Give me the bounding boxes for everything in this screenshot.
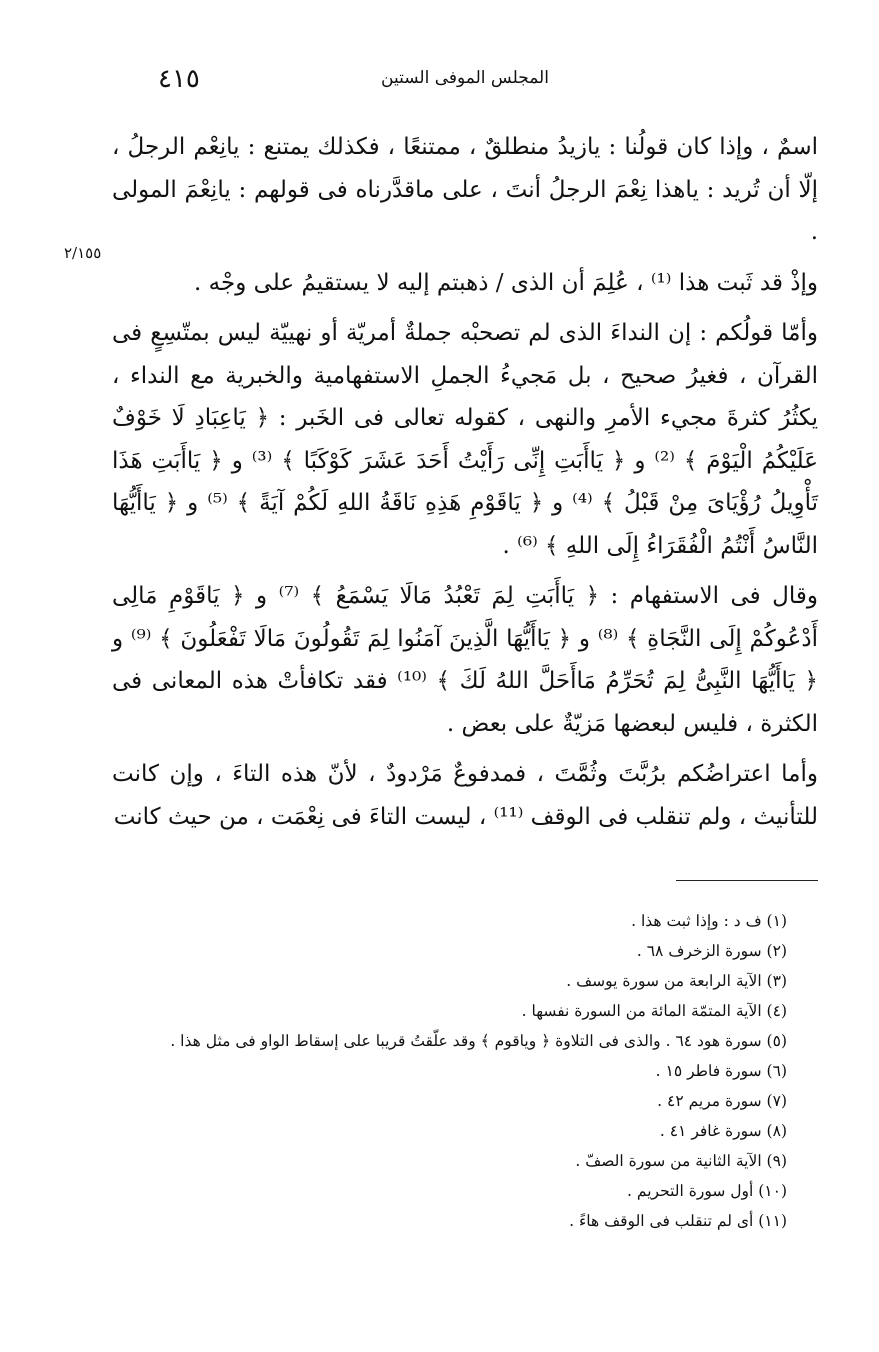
paragraph: وقال فى الاستفهام : ﴿ يَاأَبَتِ لِمَ تَعْبُدُ مَالَا يَسْمَعُ ﴾ ⁽⁷⁾ و ﴿ يَاقَوْمِ مَالِى أَدْعُوكُمْ إِلَى النَّجَاةِ ﴾ ⁽⁸⁾ و ﴿ يَاأَيُّهَا الَّذِينَ آمَنُوا لِمَ تَقُولُونَ مَالَا تَفْعَلُونَ ﴾ ⁽⁹⁾ و ﴿ يَاأَيُّهَا النَّبِىُّ لِمَ تُحَرِّمُ مَاأَحَلَّ اللهُ لَكَ ﴾ ⁽¹⁰⁾ فقد تكافأتْ هذه المعانى فى الكثرة ، فليس لبعضها مَزيّةٌ على بعض . [112,583,818,737]
footnote: (٣) الآية الرابعة من سورة يوسف . [566,972,787,990]
footnote: (٨) سورة غافر ٤١ . [659,1122,787,1140]
footnote: (٦) سورة فاطر ١٥ . [655,1062,787,1080]
page-number: ٤١٥ [158,64,200,94]
footnote: (١١) أى لم تنقلب فى الوقف هاءً . [569,1212,787,1230]
footnote: (١٠) أول سورة التحريم . [627,1182,787,1200]
footnote: (٤) الآية المتمّة المائة من السورة نفسها . [521,1002,787,1020]
page-header [112,58,818,98]
footnote: (٥) سورة هود ٦٤ . والذى فى التلاوة ﴿ وياقوم ﴾ وقد علّقتُ قريبا على إسقاط الواو فى مثل هذا . [170,1032,787,1050]
paragraph: اسمٌ ، وإذا كان قولُنا : يازيدُ منطلقٌ ، ممتنعًا ، فكذلك يمتنع : يانِعْم الرجلُ ، إلّا أن تُريد : ياهذا نِعْمَ الرجلُ أنتَ ، على ماقدَّرناه فى قولهم : يانِعْمَ المولى . [112,134,818,245]
running-title: المجلس الموفى الستين [381,68,549,88]
footnote: (٧) سورة مريم ٤٢ . [657,1092,787,1110]
main-text [112,126,818,846]
footnotes [112,906,787,1236]
footnote: (١) ف د : وإذا ثبت هذا . [631,912,787,930]
paragraph: وإذْ قد ثَبت هذا ⁽¹⁾ ، عُلِمَ أن الذى / ذهبتم إليه لا يستقيمُ على وجْه . [194,269,818,296]
footnote: (٢) سورة الزخرف ٦٨ . [636,942,787,960]
paragraph: وأما اعتراضُكم برُبَّتَ وثُمَّتَ ، فمدفوعٌ مَرْدودٌ ، لأنّ هذه التاءَ ، وإن كانت للتأنيث ، ولم تنقلب فى الوقف ⁽¹¹⁾ ، ليست التاءَ فى نِعْمَت ، من حيث كانت [112,761,818,830]
footnote: (٩) الآية الثانية من سورة الصفّ . [575,1152,787,1170]
footnote-divider [676,880,818,881]
paragraph: وأمّا قولُكم : إن النداءَ الذى لم تصحبْه جملةٌ أمريّة أو نهييّة ليس بمتّسِعٍ فى القرآن ، فغيرُ صحيح ، بل مَجيءُ الجملِ الاستفهامية والخبرية مع النداء ، يكثُرُ كثرةَ مجيء الأمرِ والنهى ، كقوله تعالى فى الخَبر : ﴿ يَاعِبَادِ لَا خَوْفٌ عَلَيْكُمُ الْيَوْمَ ﴾ ⁽²⁾ و ﴿ يَاأَبَتِ إِنِّى رَأَيْتُ أَحَدَ عَشَرَ كَوْكَبًا ﴾ ⁽³⁾ و ﴿ يَاأَبَتِ هَذَا تَأْوِيلُ رُؤْيَاىَ مِنْ قَبْلُ ﴾ ⁽⁴⁾ و ﴿ يَاقَوْمِ هَذِهِ نَاقَةُ اللهِ لَكُمْ آيَةً ﴾ ⁽⁵⁾ و ﴿ يَاأَيُّهَا النَّاسُ أَنْتُمُ الْفُقَرَاءُ إِلَى اللهِ ﴾ ⁽⁶⁾ . [112,320,818,559]
margin-reference: ٢/١٥٥ [64,244,102,262]
